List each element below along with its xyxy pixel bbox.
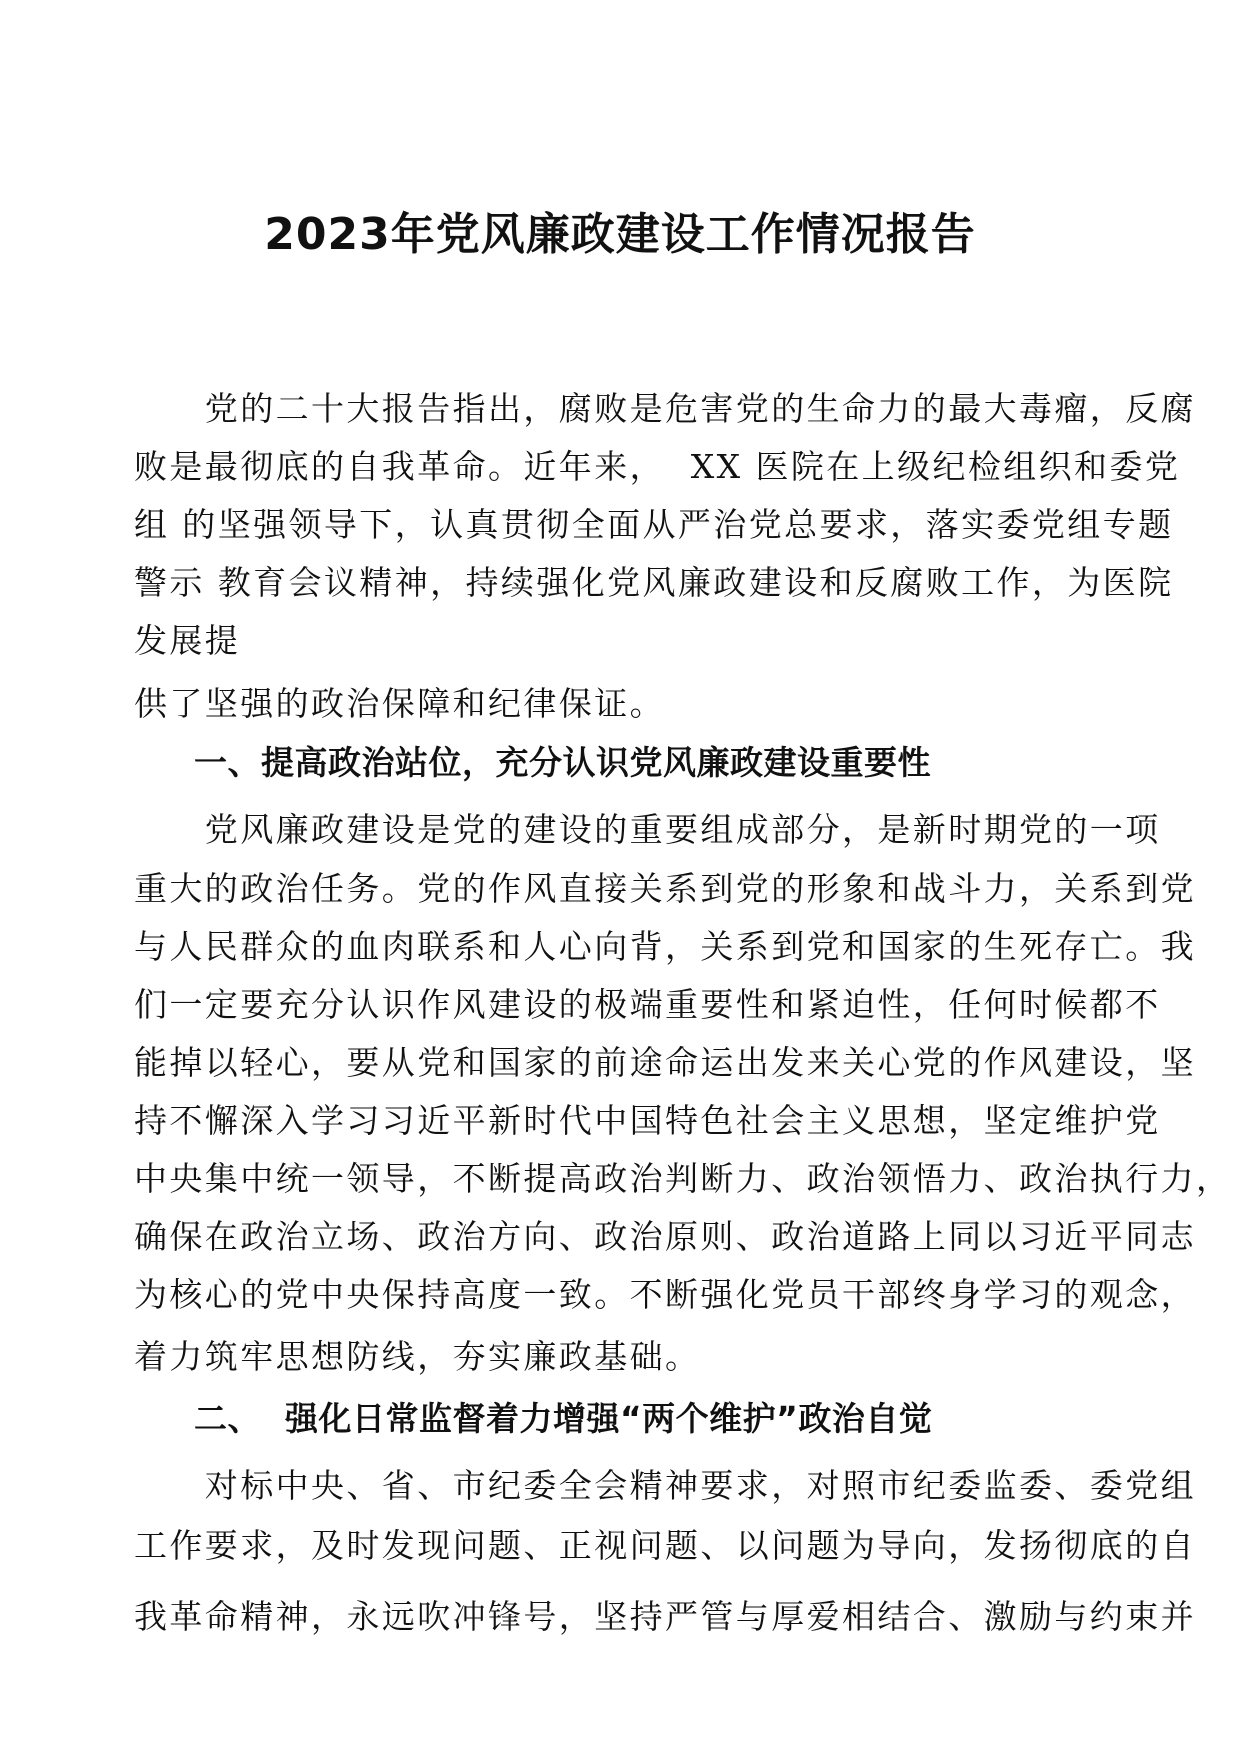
section1-line: 们一定要充分认识作风建设的极端重要性和紧迫性，任何时候都不	[134, 985, 1161, 1024]
section1-line: 能掉以轻心，要从党和国家的前途命运出发来关心党的作风建设，坚	[134, 1043, 1196, 1082]
section1-line: 重大的政治任务。党的作风直接关系到党的形象和战斗力，关系到党	[134, 869, 1196, 908]
section1-line: 持不懈深入学习习近平新时代中国特色社会主义思想，坚定维护党	[134, 1101, 1161, 1140]
section1-line: 与人民群众的血肉联系和人心向背，关系到党和国家的生死存亡。我	[134, 927, 1196, 966]
section-heading-2: 二、 强化日常监督着力增强“两个维护”政治自觉	[194, 1399, 933, 1438]
section2-line: 工作要求，及时发现问题、正视问题、以问题为导向，发扬彻底的自	[134, 1526, 1196, 1565]
section1-line: 为核心的党中央保持高度一致。不断强化党员干部终身学习的观念，	[134, 1275, 1196, 1314]
section-heading-1: 一、提高政治站位，充分认识党风廉政建设重要性	[194, 743, 931, 782]
intro-line: 供了坚强的政治保障和纪律保证。	[134, 684, 665, 723]
section2-line: 对标中央、省、市纪委全会精神要求，对照市纪委监委、委党组	[134, 1466, 1196, 1505]
section1-line: 党风廉政建设是党的建设的重要组成部分，是新时期党的一项	[134, 810, 1161, 849]
intro-line: 发展提	[134, 621, 241, 660]
document-title: 2023年党风廉政建设工作情况报告	[264, 209, 976, 260]
intro-line: 警示 教育会议精神，持续强化党风廉政建设和反腐败工作，为医院	[134, 563, 1174, 602]
section1-line: 确保在政治立场、政治方向、政治原则、政治道路上同以习近平同志	[134, 1217, 1196, 1256]
intro-line: 组 的坚强领导下，认真贯彻全面从严治党总要求，落实委党组专题	[134, 505, 1174, 544]
section1-line: 中央集中统一领导，不断提高政治判断力、政治领悟力、政治执行力，	[134, 1159, 1232, 1198]
intro-line: 败是最彻底的自我革命。近年来， XX 医院在上级纪检组织和委党	[134, 447, 1181, 486]
section1-line: 着力筑牢思想防线，夯实廉政基础。	[134, 1337, 701, 1376]
section2-line: 我革命精神，永远吹冲锋号，坚持严管与厚爱相结合、激励与约束并	[134, 1597, 1196, 1636]
intro-line: 党的二十大报告指出，腐败是危害党的生命力的最大毒瘤，反腐	[134, 389, 1196, 428]
